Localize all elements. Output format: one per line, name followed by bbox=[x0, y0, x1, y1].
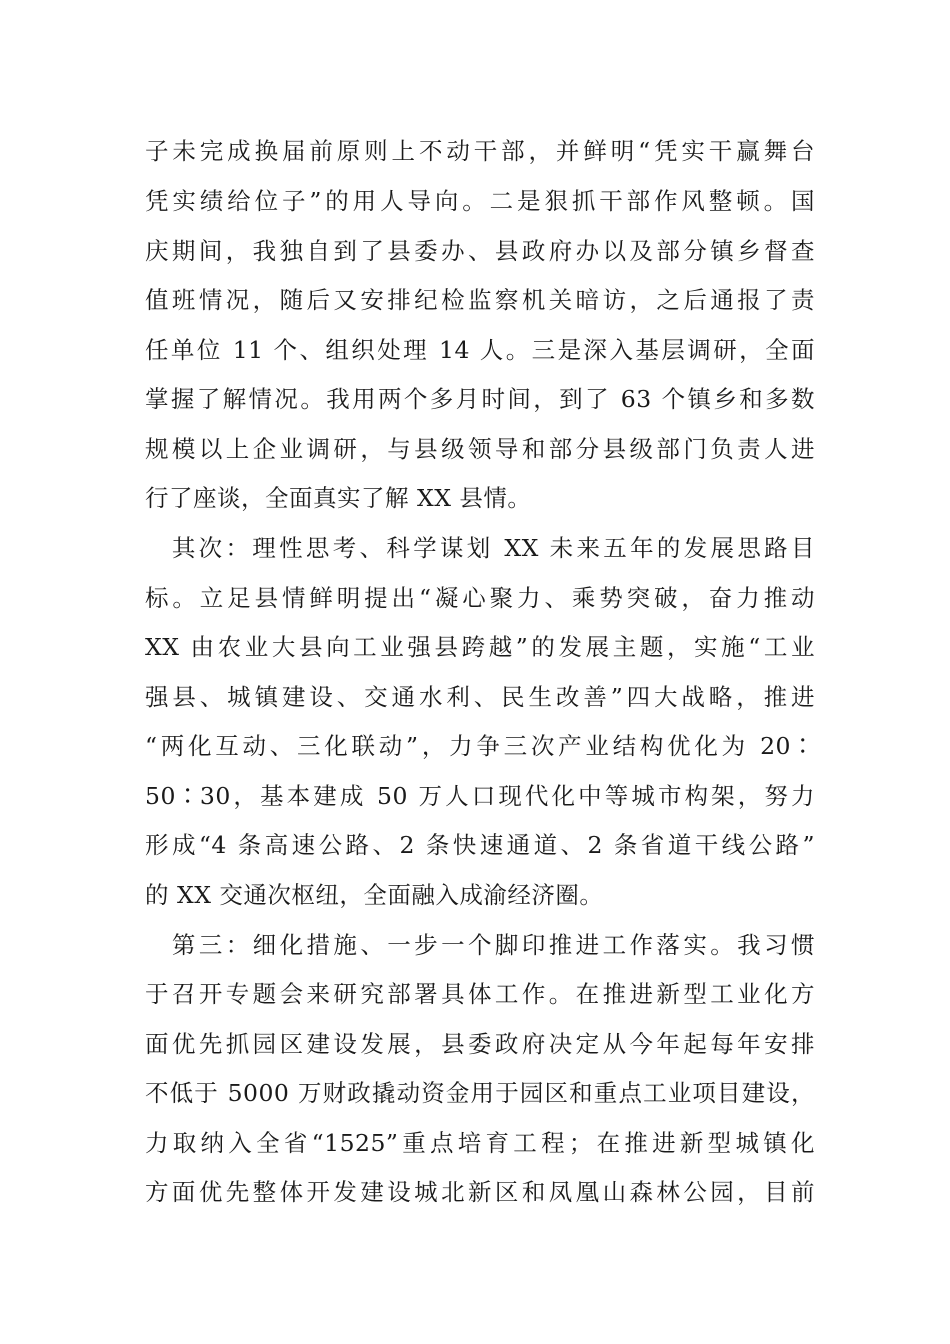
text-line: 子未完成换届前原则上不动干部，并鲜明“凭实干赢舞台 bbox=[145, 137, 815, 165]
paragraph-first-line: 第三：细化措施、一步一个脚印推进工作落实。我习惯 bbox=[145, 931, 815, 959]
text-line: 形成“4 条高速公路、2 条快速通道、2 条省道干线公路” bbox=[145, 831, 815, 859]
text-line: 庆期间，我独自到了县委办、县政府办以及部分镇乡督查 bbox=[145, 237, 815, 265]
text-line: 于召开专题会来研究部署具体工作。在推进新型工业化方 bbox=[145, 980, 815, 1008]
text-line: 标。立足县情鲜明提出“凝心聚力、乘势突破，奋力推动 bbox=[145, 584, 815, 612]
text-line: 掌握了解情况。我用两个多月时间，到了 63 个镇乡和多数 bbox=[145, 385, 815, 413]
text-line: 值班情况，随后又安排纪检监察机关暗访，之后通报了责 bbox=[145, 286, 815, 314]
text-line: 任单位 11 个、组织处理 14 人。三是深入基层调研，全面 bbox=[145, 336, 815, 364]
text-line: 方面优先整体开发建设城北新区和凤凰山森林公园，目前 bbox=[145, 1178, 815, 1206]
text-line: 强县、城镇建设、交通水利、民生改善”四大战略，推进 bbox=[145, 683, 815, 711]
text-line: 面优先抓园区建设发展，县委政府决定从今年起每年安排 bbox=[145, 1030, 815, 1058]
text-line: 凭实绩给位子”的用人导向。二是狠抓干部作风整顿。国 bbox=[145, 187, 815, 215]
text-line: 力取纳入全省“1525”重点培育工程；在推进新型城镇化 bbox=[145, 1129, 815, 1157]
paragraph-first-line: 其次：理性思考、科学谋划 XX 未来五年的发展思路目 bbox=[145, 534, 815, 562]
text-line: 50∶30，基本建成 50 万人口现代化中等城市构架，努力 bbox=[145, 782, 815, 810]
text-line: 行了座谈，全面真实了解 XX 县情。 bbox=[145, 484, 532, 512]
text-line: 的 XX 交通次枢纽，全面融入成渝经济圈。 bbox=[145, 881, 604, 909]
text-line: XX 由农业大县向工业强县跨越”的发展主题，实施“工业 bbox=[145, 633, 815, 661]
text-line: “两化互动、三化联动”，力争三次产业结构优化为 20∶ bbox=[145, 732, 815, 760]
text-line: 规模以上企业调研，与县级领导和部分县级部门负责人进 bbox=[145, 435, 815, 463]
text-line: 不低于 5000 万财政撬动资金用于园区和重点工业项目建设， bbox=[145, 1079, 815, 1107]
